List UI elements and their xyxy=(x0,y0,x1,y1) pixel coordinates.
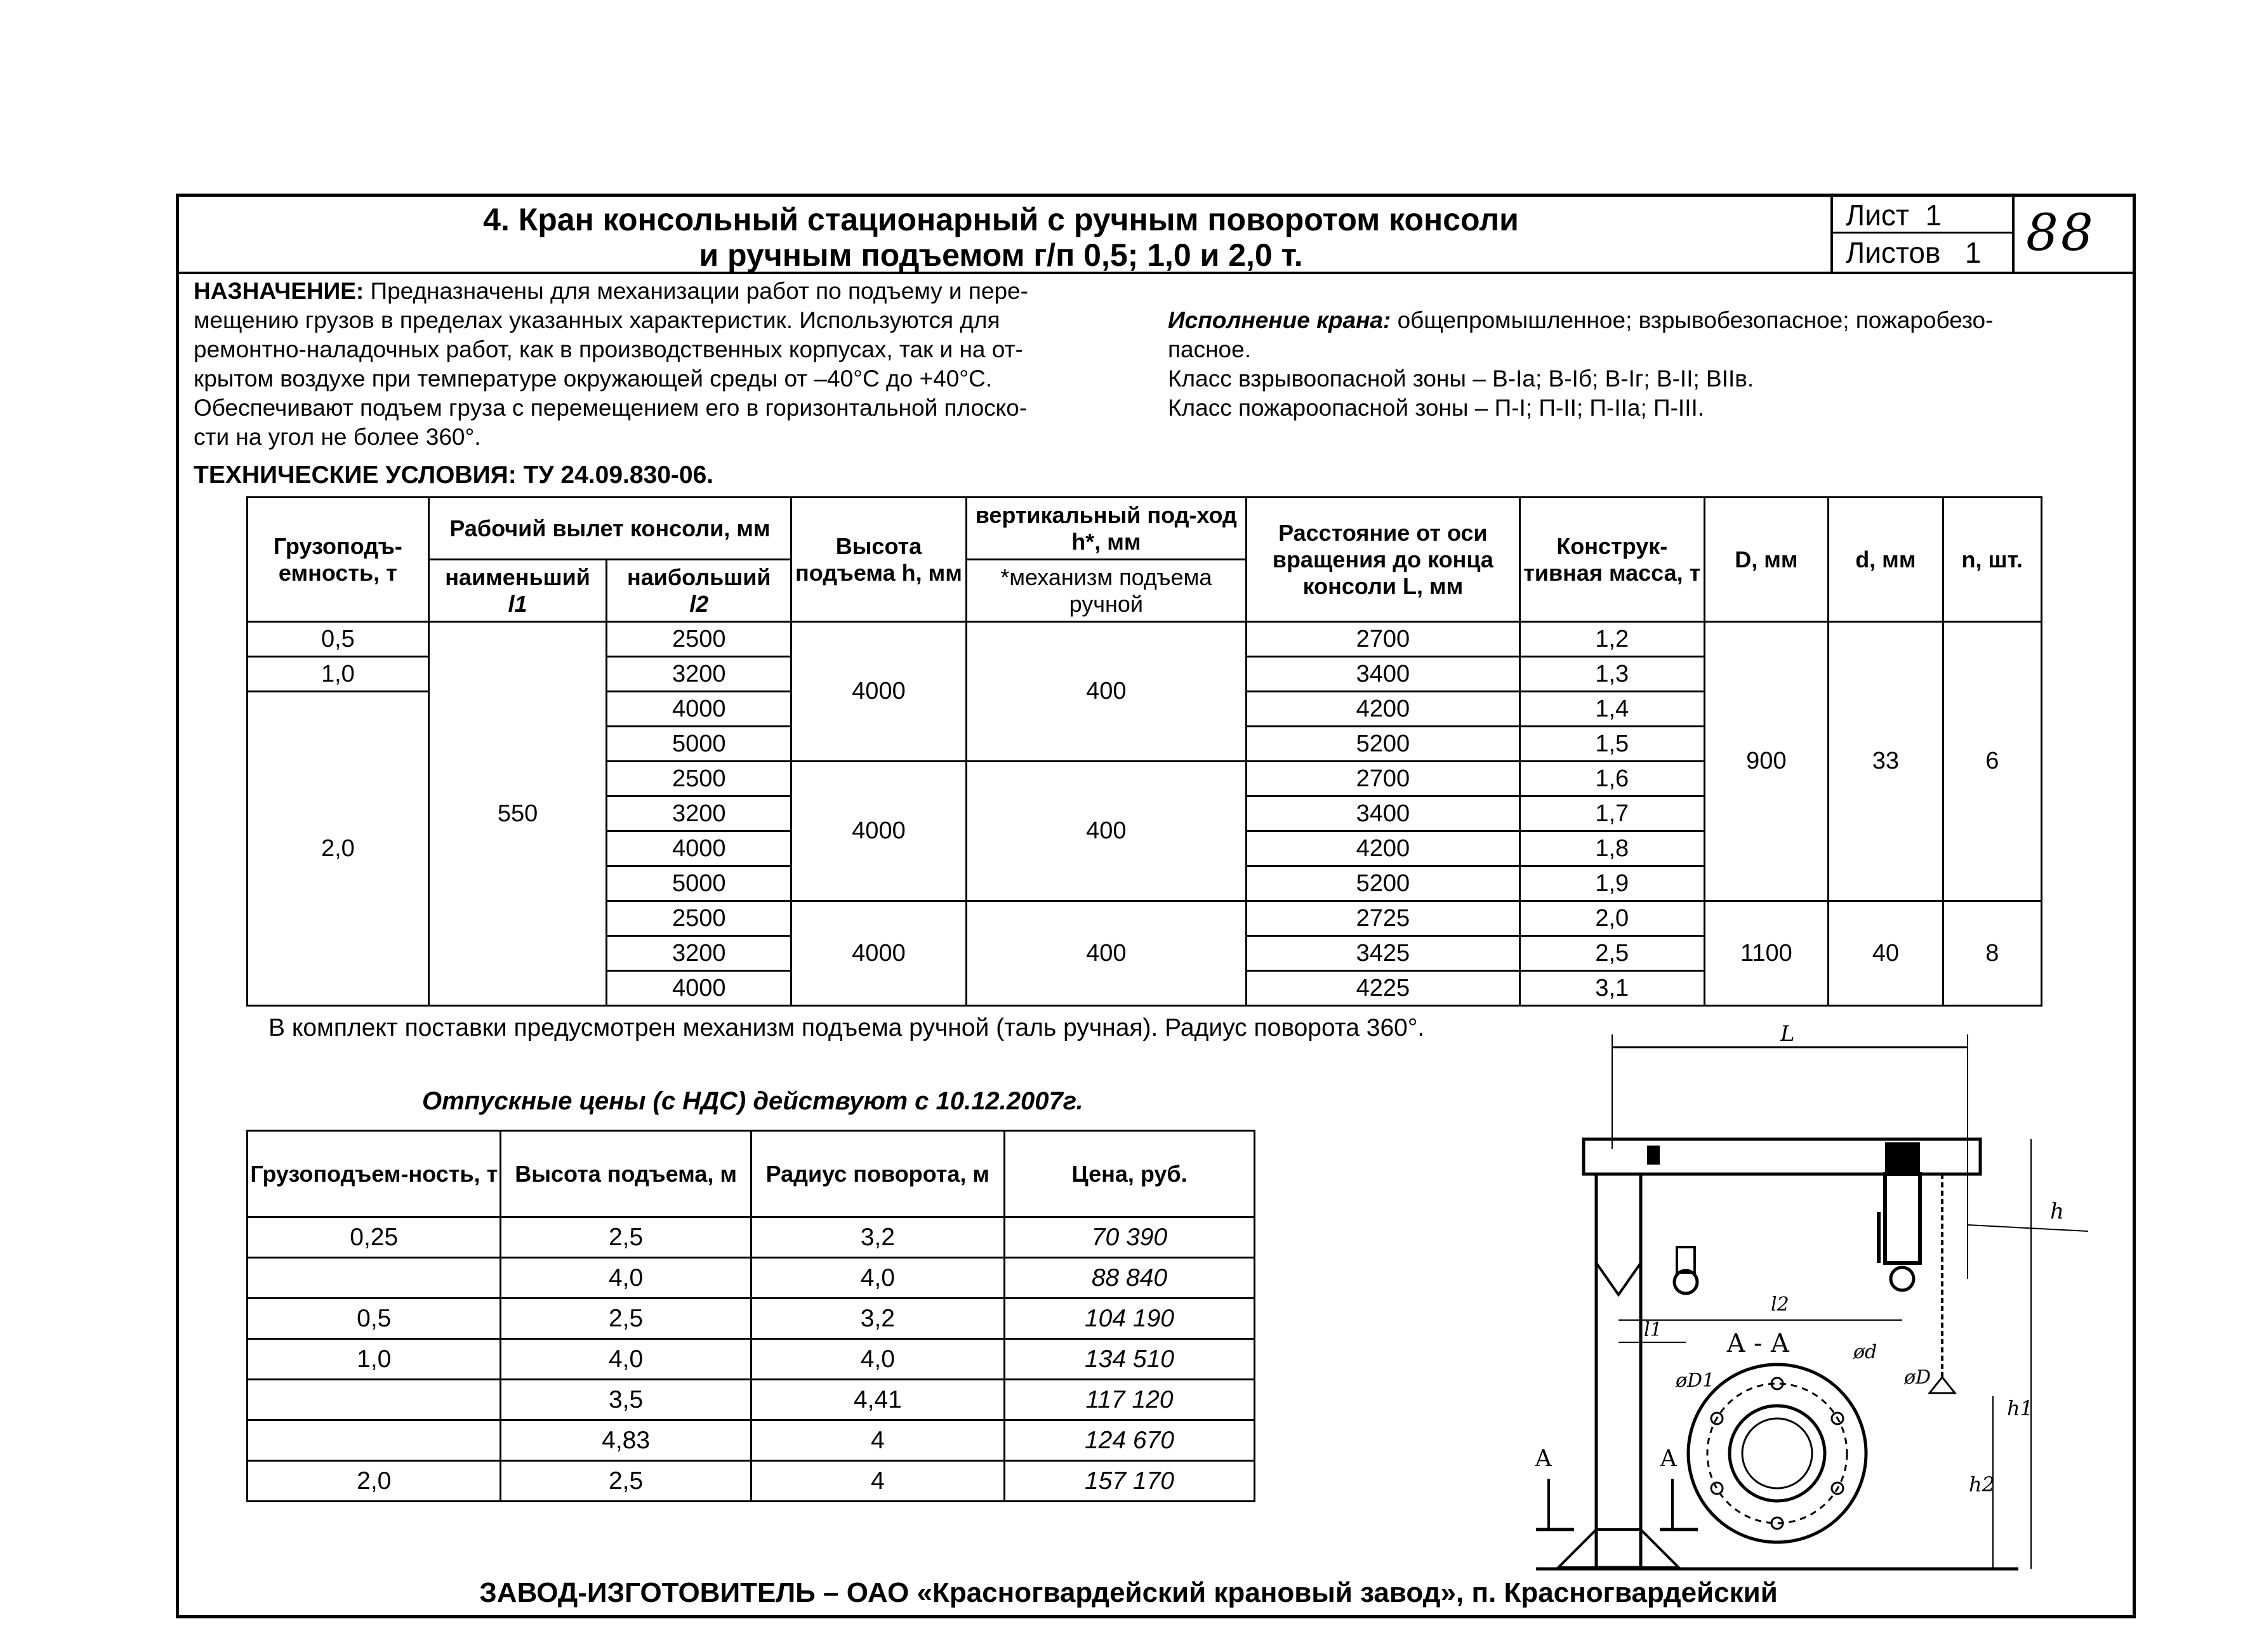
price-caption: Отпускные цены (с НДС) действуют с 10.12.2007г. xyxy=(422,1087,1083,1115)
table-row xyxy=(248,1339,1255,1380)
table-cell: 0,5 xyxy=(248,622,429,657)
header-vertical: вертикальный под-ход h*, мм xyxy=(966,498,1246,560)
purpose-line: ремонтно-наладочных работ, как в производственных корпусах, так и на от- xyxy=(194,336,1023,362)
table-cell: 400 xyxy=(966,901,1246,1006)
table-cell: 1,3 xyxy=(1519,657,1704,692)
label-d: ød xyxy=(1853,1341,1877,1363)
price-cell: 157 170 xyxy=(1004,1461,1254,1502)
section-mark: А xyxy=(1660,1446,1678,1472)
table-cell: 0,25 xyxy=(248,1217,501,1258)
price-cell: 134 510 xyxy=(1004,1339,1254,1380)
column-inner xyxy=(1742,1418,1812,1488)
title-line-1: 4. Кран консольный стационарный с ручным поворотом консоли xyxy=(483,202,1519,237)
table-cell: 1,2 xyxy=(1519,622,1704,657)
sheet-number: 1 xyxy=(1925,199,1942,232)
table-cell: 400 xyxy=(966,762,1246,901)
table-cell: 2500 xyxy=(607,901,791,936)
table-cell: 2,0 xyxy=(1519,901,1704,936)
execution-line: пасное. xyxy=(1168,336,1251,362)
table-row xyxy=(248,1217,1255,1258)
price-cell: 124 670 xyxy=(1004,1420,1254,1461)
table-cell: 4200 xyxy=(1246,831,1519,866)
label-D: øD xyxy=(1904,1366,1931,1389)
table-cell: 2,5 xyxy=(501,1461,751,1502)
explosion-zone-class: Класс взрывоопасной зоны – В-Iа; В-Iб; В-Iг; В-II; BIIв. xyxy=(1168,366,1754,392)
label-l2: l2 xyxy=(1771,1293,1789,1316)
header-max-symbol: l2 xyxy=(689,590,709,617)
header-reach: Рабочий вылет консоли, мм xyxy=(428,498,791,560)
table-cell: 3200 xyxy=(607,796,791,831)
chain-weight xyxy=(1929,1377,1955,1393)
table-cell: 2700 xyxy=(1246,622,1519,657)
table-row xyxy=(248,1461,1255,1502)
table-cell: 4225 xyxy=(1246,971,1519,1006)
purpose-line: крытом воздухе при температуре окружающей среды от –40°С до +40°С. xyxy=(194,366,993,392)
label-D1: øD1 xyxy=(1676,1370,1715,1392)
table-cell: 4,0 xyxy=(751,1258,1004,1298)
table-cell: 2500 xyxy=(607,622,791,657)
table-cell xyxy=(248,1258,501,1298)
delivery-note: В комплект поставки предусмотрен механизм подъема ручной (таль ручная). Радиус поворота 360°. xyxy=(268,1014,1425,1041)
table-cell: 4000 xyxy=(607,831,791,866)
table-cell: 2725 xyxy=(1246,901,1519,936)
price-header: Цена, руб. xyxy=(1004,1131,1254,1217)
table-cell: 1,6 xyxy=(1519,762,1704,796)
table-cell: 550 xyxy=(428,622,607,1006)
execution-label: Исполнение крана: xyxy=(1168,307,1391,333)
table-cell: 2500 xyxy=(607,762,791,796)
table-cell: 6 xyxy=(1943,622,2041,901)
boom-stop xyxy=(1647,1146,1660,1165)
hoist-body xyxy=(1885,1174,1920,1263)
sheets-number: 1 xyxy=(1964,236,1982,269)
price-header: Радиус поворота, м xyxy=(751,1131,1004,1217)
purpose-line: Обеспечивают подъем груза с перемещением его в горизонтальной плоско- xyxy=(194,395,1028,421)
price-cell: 88 840 xyxy=(1004,1258,1254,1298)
table-cell: 2,0 xyxy=(248,692,429,1006)
base-plate xyxy=(1558,1530,1679,1568)
table-cell: 2,0 xyxy=(248,1461,501,1502)
table-row xyxy=(248,1420,1255,1461)
label-h: h xyxy=(2050,1199,2064,1224)
table-cell: 4000 xyxy=(791,762,967,901)
header-max xyxy=(607,560,791,622)
section-mark: А xyxy=(1535,1446,1552,1472)
execution-block xyxy=(1168,306,2088,423)
table-cell: 4000 xyxy=(791,901,967,1006)
handwritten-number: 88 xyxy=(2026,203,2096,262)
header-vertical-note: *механизм подъема ручной xyxy=(966,560,1246,622)
table-cell: 4200 xyxy=(1246,692,1519,727)
hook-icon xyxy=(1891,1267,1914,1290)
table-cell: 2,5 xyxy=(501,1298,751,1339)
header-distance: Расстояние от оси вращения до конца консоли L, мм xyxy=(1246,498,1519,622)
header-D: D, мм xyxy=(1704,498,1828,622)
table-cell: 3,2 xyxy=(751,1217,1004,1258)
table-cell: 4000 xyxy=(607,692,791,727)
table-cell: 400 xyxy=(966,622,1246,762)
table-cell xyxy=(248,1420,501,1461)
table-cell: 4,83 xyxy=(501,1420,751,1461)
bolt-hole xyxy=(1711,1483,1723,1494)
fire-zone-class: Класс пожароопасной зоны – П-I; П-II; П-IIа; П-III. xyxy=(1168,395,1705,421)
table-cell: 1,0 xyxy=(248,657,429,692)
table-cell: 5200 xyxy=(1246,866,1519,901)
purpose-line: мещению грузов в пределах указанных характеристик. Используются для xyxy=(194,307,1000,333)
flange-outer xyxy=(1688,1365,1866,1542)
page-title xyxy=(179,202,1823,273)
table-cell: 4,0 xyxy=(501,1258,751,1298)
table-cell: 2,5 xyxy=(1519,936,1704,971)
execution-line: общепромышленное; взрывобезопасное; пожаробезо- xyxy=(1397,307,1994,333)
table-cell: 40 xyxy=(1829,901,1943,1006)
sheet-row xyxy=(1833,197,2012,234)
table-cell: 900 xyxy=(1704,622,1828,901)
header-divider xyxy=(179,272,2133,274)
purpose-line: Предназначены для механизации работ по подъему и пере- xyxy=(370,278,1028,304)
table-row xyxy=(248,1380,1255,1420)
table-cell: 3400 xyxy=(1246,796,1519,831)
table-cell: 1,7 xyxy=(1519,796,1704,831)
table-cell: 1,5 xyxy=(1519,727,1704,762)
table-cell: 4,0 xyxy=(751,1339,1004,1380)
table-row xyxy=(248,1258,1255,1298)
table-cell: 2700 xyxy=(1246,762,1519,796)
header-height: Высота подъема h, мм xyxy=(791,498,967,622)
column-section xyxy=(1730,1406,1825,1501)
header-d: d, мм xyxy=(1829,498,1943,622)
table-cell: 5000 xyxy=(607,727,791,762)
header-mass: Конструк-тивная масса, т xyxy=(1519,498,1704,622)
price-table xyxy=(246,1130,1255,1502)
sheet-label: Лист xyxy=(1846,199,1909,232)
table-cell: 5200 xyxy=(1246,727,1519,762)
price-header: Высота подъема, м xyxy=(501,1131,751,1217)
purpose-line: сти на угол не более 360°. xyxy=(194,424,481,450)
table-cell: 1100 xyxy=(1704,901,1828,1006)
boom xyxy=(1584,1139,1980,1174)
header-min-label: наименьший xyxy=(445,564,590,590)
label-L: L xyxy=(1780,1022,1795,1047)
table-cell: 33 xyxy=(1829,622,1943,901)
table-cell: 3400 xyxy=(1246,657,1519,692)
table-row xyxy=(248,1298,1255,1339)
table-cell: 8 xyxy=(1943,901,2041,1006)
header-min xyxy=(428,560,607,622)
purpose-label: НАЗНАЧЕНИЕ: xyxy=(194,278,364,304)
table-cell: 4 xyxy=(751,1420,1004,1461)
table-cell: 3200 xyxy=(607,936,791,971)
header-n: n, шт. xyxy=(1943,498,2041,622)
table-cell: 3,2 xyxy=(751,1298,1004,1339)
header-max-label: наибольший xyxy=(627,564,771,590)
manufacturer-footer: ЗАВОД-ИЗГОТОВИТЕЛЬ – ОАО «Красногвардейский крановый завод», п. Красногвардейский xyxy=(479,1577,1778,1608)
table-cell: 1,8 xyxy=(1519,831,1704,866)
table-cell: 4 xyxy=(751,1461,1004,1502)
table-cell: 5000 xyxy=(607,866,791,901)
crane-drawing xyxy=(1523,1022,2095,1593)
trolley xyxy=(1885,1142,1920,1174)
table-cell xyxy=(248,1380,501,1420)
hook-icon xyxy=(1674,1271,1697,1293)
leader-line xyxy=(1968,1225,2088,1231)
price-cell: 70 390 xyxy=(1004,1217,1254,1258)
table-cell: 1,0 xyxy=(248,1339,501,1380)
table-cell: 1,9 xyxy=(1519,866,1704,901)
spec-table xyxy=(246,496,2042,1007)
table-cell: 0,5 xyxy=(248,1298,501,1339)
bracket xyxy=(1596,1174,1641,1295)
column xyxy=(1596,1174,1641,1568)
table-cell: 4000 xyxy=(607,971,791,1006)
price-cell: 117 120 xyxy=(1004,1380,1254,1420)
title-line-2: и ручным подъемом г/п 0,5; 1,0 и 2,0 т. xyxy=(699,237,1303,273)
purpose-block xyxy=(194,277,1146,452)
tech-conditions: ТЕХНИЧЕСКИЕ УСЛОВИЯ: ТУ 24.09.830-06. xyxy=(194,461,714,489)
sheets-label: Листов xyxy=(1846,236,1941,269)
table-cell: 3,5 xyxy=(501,1380,751,1420)
label-h2: h2 xyxy=(1969,1472,1995,1497)
table-cell: 1,4 xyxy=(1519,692,1704,727)
hook-block xyxy=(1677,1247,1695,1272)
table-cell: 3200 xyxy=(607,657,791,692)
price-cell: 104 190 xyxy=(1004,1298,1254,1339)
label-h1: h1 xyxy=(2007,1396,2033,1420)
table-cell: 2,5 xyxy=(501,1217,751,1258)
table-cell: 3,1 xyxy=(1519,971,1704,1006)
table-cell: 3425 xyxy=(1246,936,1519,971)
sheets-row xyxy=(1833,234,2012,270)
section-label: А - А xyxy=(1726,1329,1790,1358)
table-cell: 4,41 xyxy=(751,1380,1004,1420)
header-capacity: Грузоподъ-емность, т xyxy=(248,498,429,622)
table-cell: 4,0 xyxy=(501,1339,751,1380)
label-l1: l1 xyxy=(1644,1319,1662,1341)
header-min-symbol: l1 xyxy=(508,590,527,617)
price-header: Грузоподъем-ность, т xyxy=(248,1131,501,1217)
sheet-box xyxy=(1830,197,2015,272)
table-cell: 4000 xyxy=(791,622,967,762)
